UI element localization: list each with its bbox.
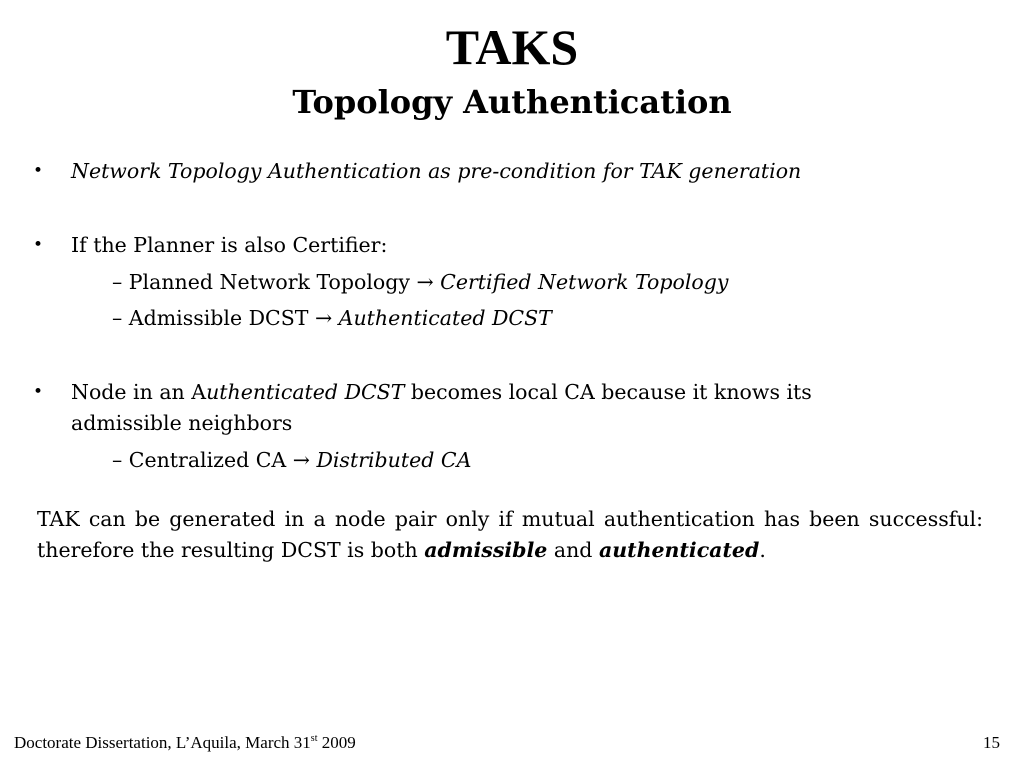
footer-caption: Doctorate Dissertation, L’Aquila, March 31st 2009 (14, 733, 356, 752)
sub-item-emphasis: Authenticated DCST (338, 306, 552, 330)
bullet-marker: • (33, 382, 44, 402)
bullet-marker: • (33, 235, 44, 255)
sub-item-certified-topology (112, 267, 728, 298)
sub-item-distributed-ca (112, 445, 471, 476)
emphasis-authenticated: authenticated (598, 538, 760, 562)
sub-item-prefix: – Admissible DCST → (112, 306, 339, 330)
bullet-text: Node in an Authenticated DCST becomes local CA because it knows its admissible neighbors (71, 380, 812, 435)
sub-item-prefix: – Centralized CA → (112, 448, 317, 472)
page-number: 15 (983, 733, 1000, 752)
sub-item-authenticated-dcst (112, 303, 552, 334)
slide-title: TAKS (445, 19, 579, 75)
bullet-text: If the Planner is also Certifier: (71, 233, 388, 257)
sub-item-prefix: – Planned Network Topology → (112, 270, 441, 294)
bullet-marker: • (33, 161, 44, 181)
emphasis-admissible: admissible (424, 538, 548, 562)
conclusion-paragraph: TAK can be generated in a node pair only if mutual authentication has been successful: therefore the resulting DCST is both admissible and authenticated. (37, 507, 983, 562)
sub-item-emphasis: Distributed CA (316, 448, 472, 472)
bullet-text: Network Topology Authentication as pre-condition for TAK generation (71, 159, 802, 183)
slide-subtitle: Topology Authentication (292, 83, 732, 121)
sub-item-emphasis: Certified Network Topology (440, 270, 729, 294)
